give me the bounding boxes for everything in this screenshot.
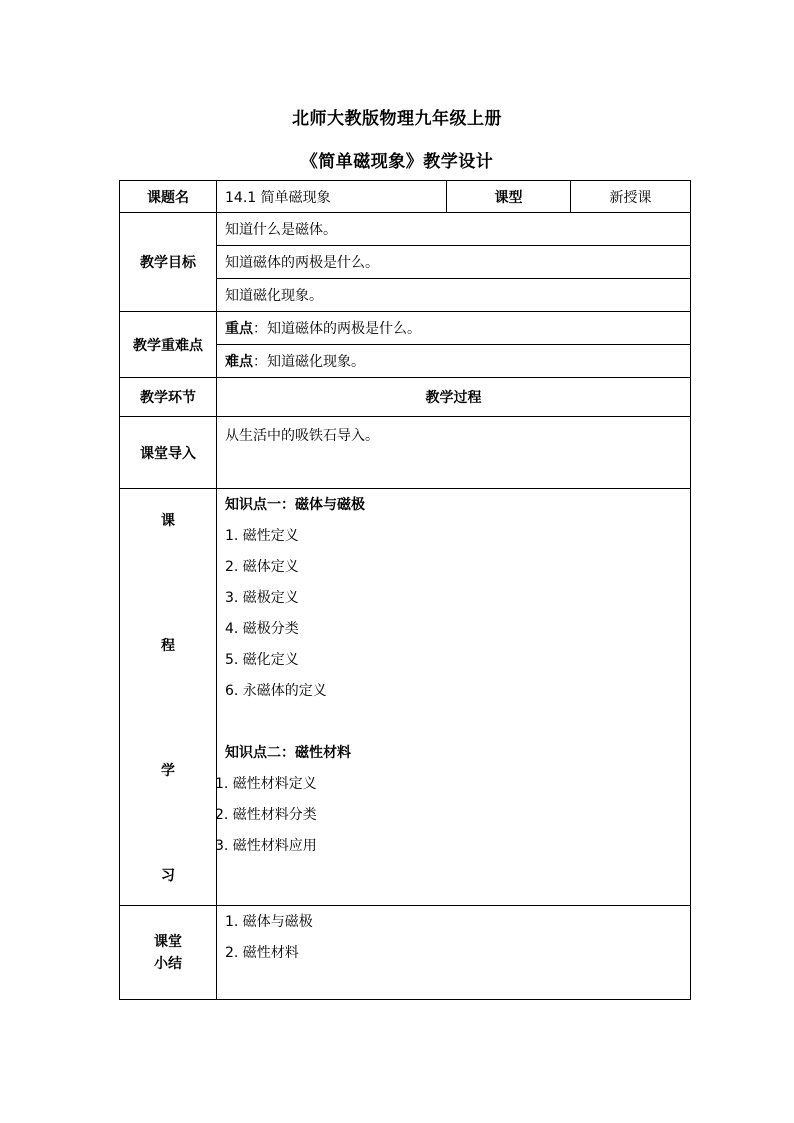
list-item: 2. 磁性材料分类 xyxy=(215,807,317,823)
key-point-text: ：知道磁体的两极是什么。 xyxy=(253,321,421,337)
list-item: 1. 磁性定义 xyxy=(225,528,299,544)
topic-value: 14.1 简单磁现象 xyxy=(217,181,447,213)
process-header: 教学过程 xyxy=(217,378,691,417)
process-header-row xyxy=(120,378,691,417)
intro-row xyxy=(120,417,691,489)
list-item: 5. 磁化定义 xyxy=(225,652,299,668)
stage-header: 教学环节 xyxy=(120,378,217,417)
list-item: 3. 磁极定义 xyxy=(225,590,299,606)
summary-label-line: 课堂 xyxy=(154,933,182,950)
list-item: 1. 磁性材料定义 xyxy=(215,776,317,792)
intro-cell xyxy=(217,417,691,489)
objectives-label: 教学目标 xyxy=(120,213,217,312)
learning-label-cell xyxy=(120,489,217,906)
learning-content-cell xyxy=(217,489,691,906)
key-point-row xyxy=(120,312,691,345)
document-title: 北师大教版物理九年级上册 xyxy=(292,109,502,129)
summary-content-cell xyxy=(217,906,691,1000)
learning-label-char: 课 xyxy=(161,513,175,529)
objective-item: 知道什么是磁体。 xyxy=(217,213,691,246)
summary-row xyxy=(120,906,691,1000)
objective-row xyxy=(120,213,691,246)
topic-row xyxy=(120,181,691,213)
learning-row xyxy=(120,489,691,906)
document-subtitle: 《简单磁现象》教学设计 xyxy=(300,152,494,172)
key-point-item xyxy=(217,312,691,345)
difficulty-prefix: 难点 xyxy=(225,354,253,370)
difficulty-item xyxy=(217,345,691,378)
lesson-plan-table xyxy=(119,180,691,1000)
list-item: 3. 磁性材料应用 xyxy=(215,838,317,854)
lesson-type-label: 课型 xyxy=(447,181,571,213)
summary-item: 2. 磁性材料 xyxy=(225,945,299,961)
key-points-label: 教学重难点 xyxy=(120,312,217,378)
learning-label-char: 程 xyxy=(161,638,175,654)
topic-label: 课题名 xyxy=(120,181,217,213)
list-item: 2. 磁体定义 xyxy=(225,559,299,575)
list-item: 4. 磁极分类 xyxy=(225,621,299,637)
intro-label: 课堂导入 xyxy=(120,417,217,489)
summary-label xyxy=(120,906,217,1000)
section-heading: 知识点二：磁性材料 xyxy=(225,745,351,761)
list-item: 6. 永磁体的定义 xyxy=(225,683,327,699)
learning-label-char: 习 xyxy=(161,868,175,884)
summary-label-line: 小结 xyxy=(154,955,182,972)
objective-item: 知道磁体的两极是什么。 xyxy=(217,246,691,279)
summary-item: 1. 磁体与磁极 xyxy=(225,914,313,930)
intro-text: 从生活中的吸铁石导入。 xyxy=(225,428,379,444)
section-heading: 知识点一：磁体与磁极 xyxy=(225,497,365,513)
learning-label-char: 学 xyxy=(161,763,175,779)
lesson-type-value: 新授课 xyxy=(571,181,691,213)
difficulty-text: ：知道磁化现象。 xyxy=(253,354,365,370)
objective-item: 知道磁化现象。 xyxy=(217,279,691,312)
key-point-prefix: 重点 xyxy=(225,321,253,337)
